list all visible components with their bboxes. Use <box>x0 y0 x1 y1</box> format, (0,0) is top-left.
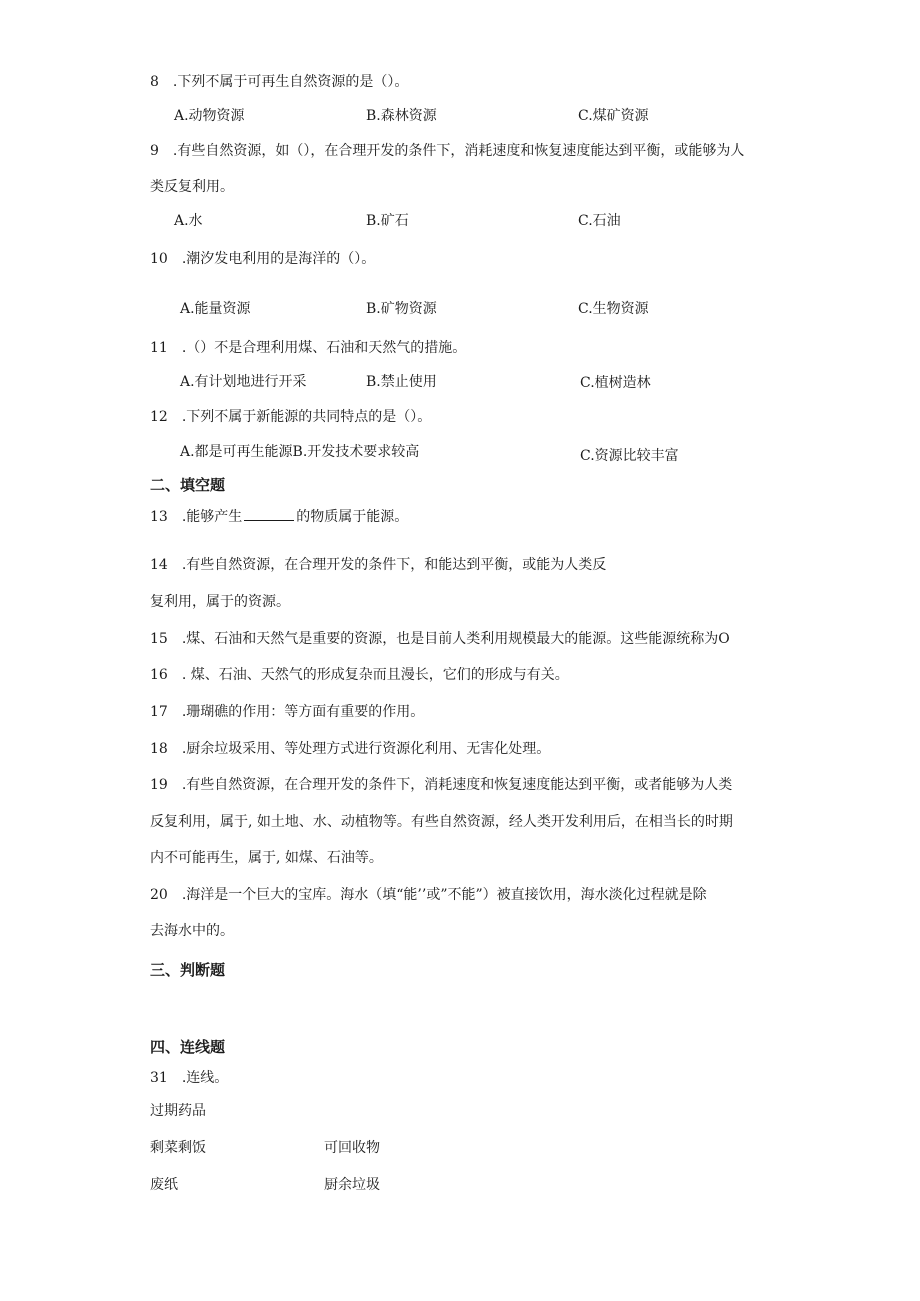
question-8-stem: 8 .下列不属于可再生自然资源的是（）。 <box>150 74 409 90</box>
question-17: 17 .珊瑚礁的作用：等方面有重要的作用。 <box>150 704 425 720</box>
question-11-option-c: C.植树造林 <box>580 375 651 391</box>
question-11-option-a: A.有计划地进行开采 <box>180 374 307 390</box>
question-19-line1: 19 .有些自然资源，在合理开发的条件下，消耗速度和恢复速度能达到平衡，或者能够为人类 <box>150 777 733 793</box>
question-10-option-c: C.生物资源 <box>578 301 649 317</box>
match-left-item: 剩菜剩饭 <box>150 1140 206 1156</box>
question-10-stem: 10 .潮汐发电利用的是海洋的（）。 <box>150 251 376 267</box>
question-18: 18 .厨余垃圾采用、等处理方式进行资源化利用、无害化处理。 <box>150 741 551 757</box>
match-right-item: 厨余垃圾 <box>324 1177 380 1193</box>
question-9-stem-line1: 9 .有些自然资源，如（），在合理开发的条件下，消耗速度和恢复速度能达到平衡，或能够为人 <box>150 143 745 159</box>
question-19-line3: 内不可能再生，属于, 如煤、石油等。 <box>150 850 383 866</box>
question-9-option-c: C.石油 <box>578 213 621 229</box>
question-16: 16 . 煤、石油、天然气的形成复杂而且漫长，它们的形成与有关。 <box>150 667 569 683</box>
question-9-stem-line2: 类反复利用。 <box>150 179 234 195</box>
question-19-line2: 反复利用，属于, 如土地、水、动植物等。有些自然资源，经人类开发利用后，在相当长的时期 <box>150 814 733 830</box>
question-14-line2: 复利用，属于的资源。 <box>150 594 290 610</box>
question-12-option-ab: A.都是可再生能源B.开发技术要求较高 <box>180 444 420 460</box>
question-8-option-b: B.森林资源 <box>366 108 437 124</box>
section-4-heading: 四、连线题 <box>150 1038 226 1056</box>
question-10-option-a: A.能量资源 <box>180 301 251 317</box>
question-10-option-b: B.矿物资源 <box>366 301 437 317</box>
question-20-line1: 20 .海洋是一个巨大的宝库。海水（填“能’’或”不能”）被直接饮用，海水淡化过程就是除 <box>150 887 707 903</box>
question-13 <box>150 507 408 527</box>
question-13-blank <box>244 508 294 521</box>
question-31-stem: 31 .连线。 <box>150 1070 229 1086</box>
question-9-option-a: A.水 <box>174 213 203 229</box>
question-9-option-b: B.矿石 <box>366 213 409 229</box>
question-12-option-c: C.资源比较丰富 <box>580 448 679 464</box>
question-11-option-b: B.禁止使用 <box>366 374 437 390</box>
match-left-item: 过期药品 <box>150 1103 206 1119</box>
question-8-option-a: A.动物资源 <box>174 108 245 124</box>
question-11-stem: 11 .（）不是合理利用煤、石油和天然气的措施。 <box>150 340 467 356</box>
section-3-heading: 三、判断题 <box>150 961 226 979</box>
question-13-pre: 13 .能够产生 <box>150 509 243 525</box>
section-2-heading: 二、填空题 <box>150 476 226 494</box>
match-right-item: 可回收物 <box>324 1140 380 1156</box>
question-13-post: 的物质属于能源。 <box>296 509 409 525</box>
question-12-stem: 12 .下列不属于新能源的共同特点的是（）。 <box>150 409 432 425</box>
question-20-line2: 去海水中的。 <box>150 923 234 939</box>
match-left-item: 废纸 <box>150 1177 178 1193</box>
question-15: 15 .煤、石油和天然气是重要的资源，也是目前人类利用规模最大的能源。这些能源统称为O <box>150 631 730 647</box>
question-8-option-c: C.煤矿资源 <box>578 108 649 124</box>
question-14-line1: 14 .有些自然资源，在合理开发的条件下，和能达到平衡，或能为人类反 <box>150 557 607 573</box>
